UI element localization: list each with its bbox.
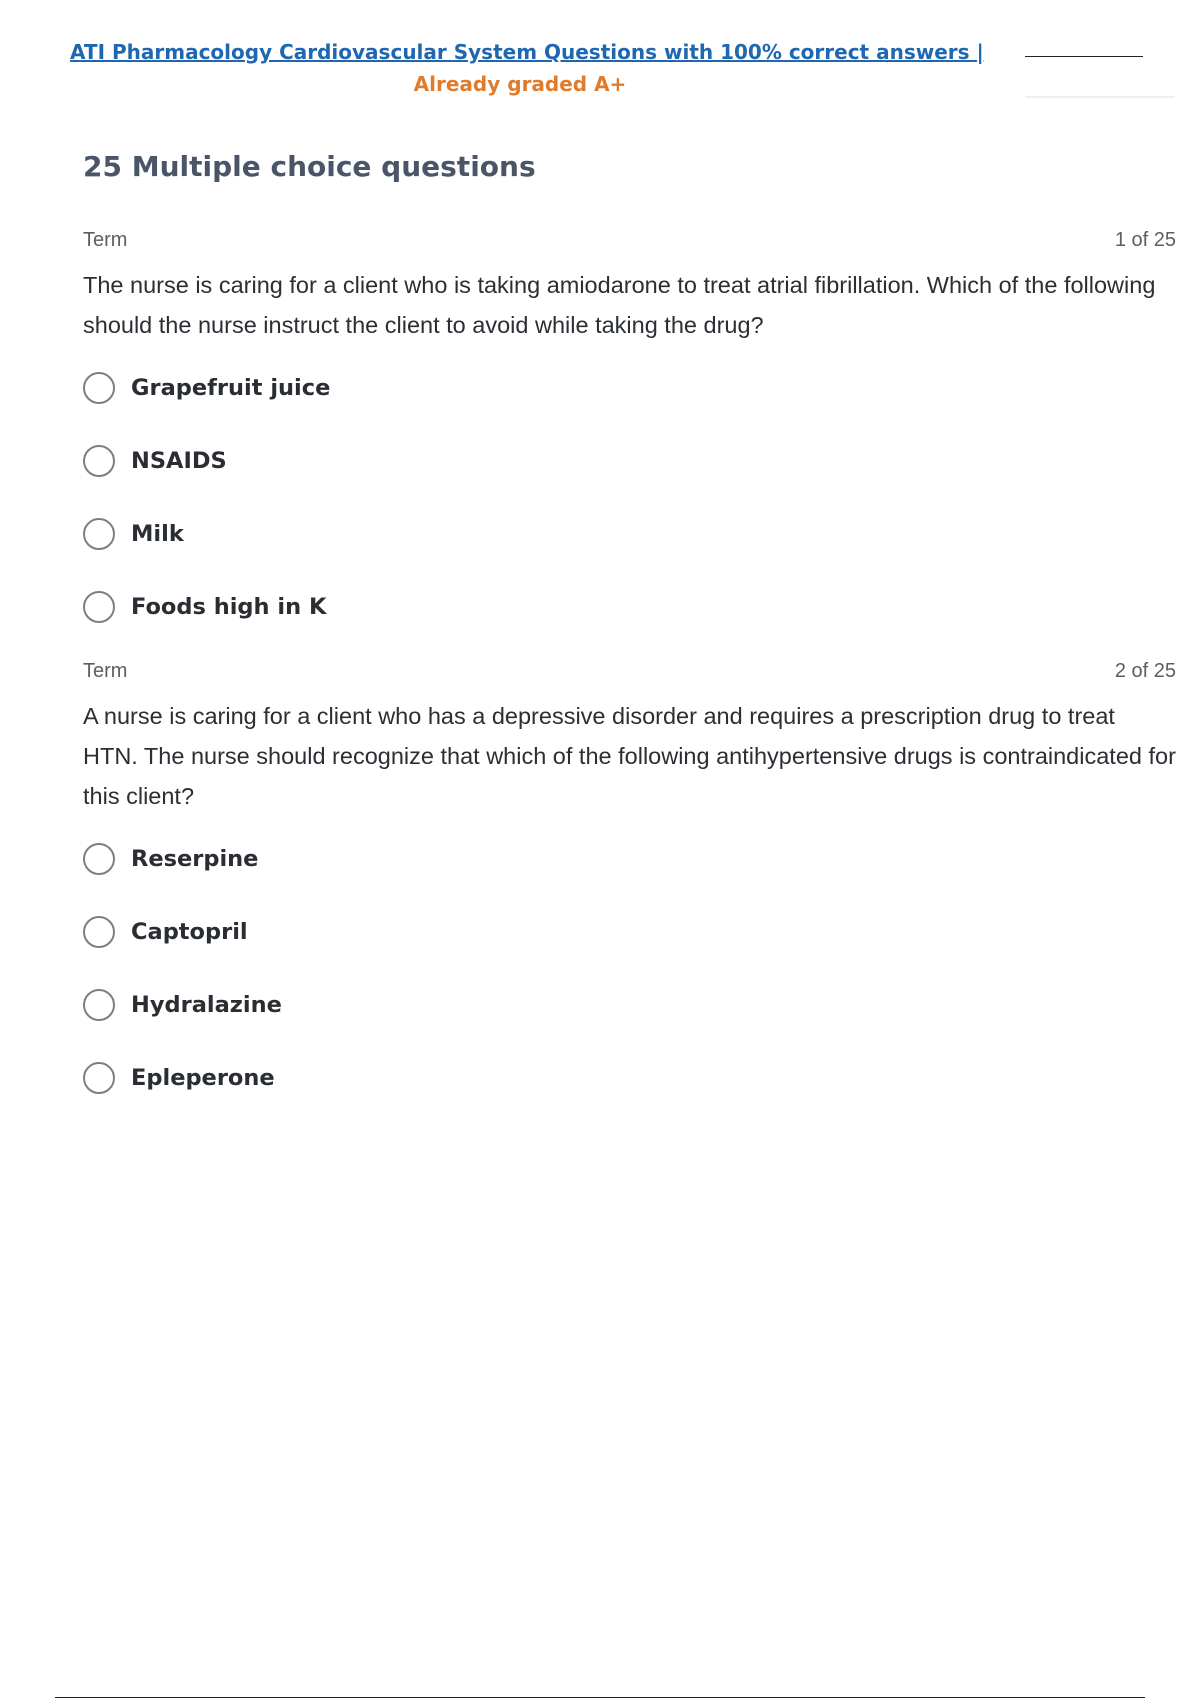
question-text: A nurse is caring for a client who has a depressive disorder and requires a prescription drug to treat HTN. The nurse should recognize that which of the following antihypertensive drugs is contraindicated for this client? — [83, 703, 1176, 809]
option-label: Grapefruit juice — [131, 375, 331, 401]
question-card-2 — [83, 658, 1176, 1126]
answer-option[interactable] — [83, 363, 1176, 413]
card-counter: 1 of 25 — [1114, 228, 1176, 251]
radio-button[interactable] — [83, 518, 115, 550]
answer-option[interactable] — [83, 1053, 1176, 1103]
question-card-1 — [83, 227, 1176, 655]
header-rule-faint — [1025, 96, 1175, 98]
radio-button[interactable] — [83, 916, 115, 948]
radio-button[interactable] — [83, 843, 115, 875]
option-label: Epleperone — [131, 1065, 275, 1091]
footer-rule — [55, 1697, 1145, 1698]
header-rule — [1025, 56, 1143, 57]
answer-options — [83, 363, 1176, 632]
radio-button[interactable] — [83, 989, 115, 1021]
answer-option[interactable] — [83, 907, 1176, 957]
radio-button[interactable] — [83, 445, 115, 477]
option-label: Reserpine — [131, 846, 259, 872]
section-heading: 25 Multiple choice questions — [83, 150, 536, 183]
answer-options — [83, 834, 1176, 1103]
radio-button[interactable] — [83, 1062, 115, 1094]
card-header — [83, 658, 1176, 684]
option-label: NSAIDS — [131, 448, 227, 474]
answer-option[interactable] — [83, 436, 1176, 486]
card-kind-label: Term — [83, 228, 128, 251]
document-header — [70, 40, 984, 96]
answer-option[interactable] — [83, 582, 1176, 632]
answer-option[interactable] — [83, 834, 1176, 884]
option-label: Milk — [131, 521, 184, 547]
document-title[interactable]: ATI Pharmacology Cardiovascular System Questions with 100% correct answers | — [70, 40, 984, 64]
card-kind-label: Term — [83, 659, 128, 682]
radio-button[interactable] — [83, 591, 115, 623]
option-label: Foods high in K — [131, 594, 327, 620]
question-text: The nurse is caring for a client who is taking amiodarone to treat atrial fibrillation. Which of the following should the nurse instruct the client to avoid while taking the drug? — [83, 272, 1156, 338]
option-label: Hydralazine — [131, 992, 282, 1018]
radio-button[interactable] — [83, 372, 115, 404]
answer-option[interactable] — [83, 980, 1176, 1030]
card-header — [83, 227, 1176, 253]
option-label: Captopril — [131, 919, 248, 945]
answer-option[interactable] — [83, 509, 1176, 559]
document-subtitle: Already graded A+ — [413, 72, 627, 96]
card-counter: 2 of 25 — [1114, 659, 1176, 682]
